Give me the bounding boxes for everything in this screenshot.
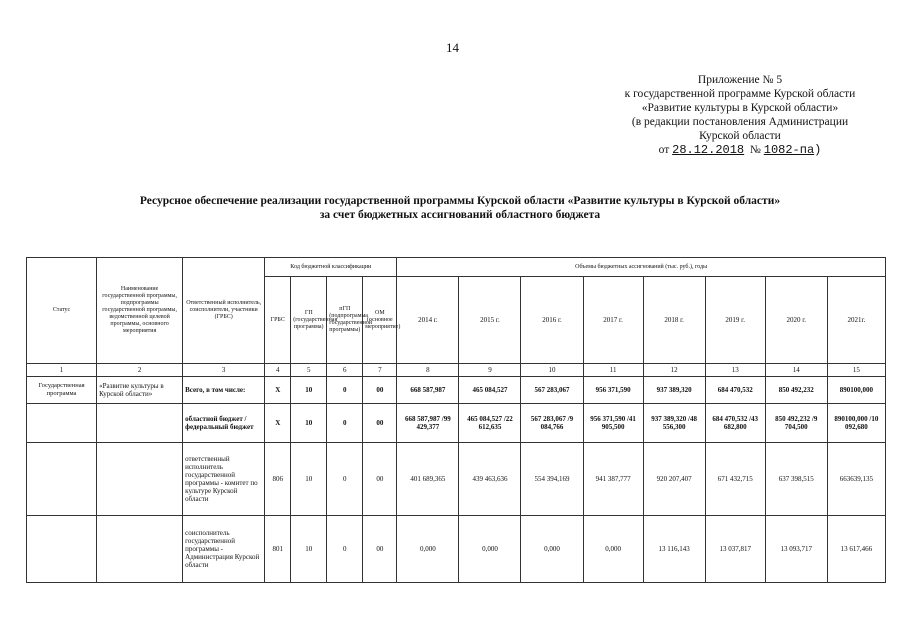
header-year: 2020 г. — [765, 277, 827, 364]
row-value: 668 587,987 — [397, 377, 459, 404]
row-grbs: 806 — [265, 443, 291, 516]
appendix-block — [600, 73, 880, 157]
row-grbs: X — [265, 377, 291, 404]
header-row-1 — [27, 258, 886, 277]
table-row — [27, 443, 886, 516]
col-number: 7 — [363, 364, 397, 377]
document-title — [60, 194, 860, 222]
row-value: 684 470,532 — [705, 377, 765, 404]
column-number-row — [27, 364, 886, 377]
row-om: 00 — [363, 516, 397, 583]
appendix-line5: Курской области — [699, 130, 781, 142]
header-code-group: Код бюджетной классификации — [265, 258, 397, 277]
row-pgp: 0 — [327, 377, 363, 404]
col-number: 5 — [291, 364, 327, 377]
row-grbs: 801 — [265, 516, 291, 583]
budget-table — [26, 257, 886, 583]
date-prefix: от — [658, 144, 670, 156]
table-row — [27, 404, 886, 443]
row-value: 920 207,407 — [643, 443, 705, 516]
header-om: ОМ (основное мероприятие) — [363, 277, 397, 364]
header-year: 2014 г. — [397, 277, 459, 364]
title-line2: за счет бюджетных ассигнований областного бюджета — [319, 209, 601, 221]
number-prefix: № — [749, 144, 761, 156]
row-value: 890100,000 — [827, 377, 885, 404]
row-value: 937 389,320 — [643, 377, 705, 404]
row-value: 13 037,817 — [705, 516, 765, 583]
row-value: 465 084,527 /22 612,635 — [459, 404, 521, 443]
row-executor: соисполнитель государственной программы - Администрация Курской области — [183, 516, 265, 583]
col-number: 10 — [521, 364, 583, 377]
row-value: 941 387,777 — [583, 443, 643, 516]
row-name — [97, 404, 183, 443]
row-name — [97, 516, 183, 583]
row-pgp: 0 — [327, 516, 363, 583]
row-value: 850 492,232 — [765, 377, 827, 404]
row-status — [27, 443, 97, 516]
row-name: «Развитие культуры в Курской области» — [97, 377, 183, 404]
row-value: 637 398,515 — [765, 443, 827, 516]
col-number: 6 — [327, 364, 363, 377]
row-value: 956 371,590 /41 905,500 — [583, 404, 643, 443]
title-line1: Ресурсное обеспечение реализации государственной программы Курской области «Развитие культуры в Курской области» — [139, 195, 781, 207]
col-number: 8 — [397, 364, 459, 377]
header-year: 2019 г. — [705, 277, 765, 364]
row-executor: областной бюджет /федеральный бюджет — [183, 404, 265, 443]
appendix-line1: Приложение № 5 — [697, 74, 783, 86]
row-status: Государственная программа — [27, 377, 97, 404]
row-om: 00 — [363, 443, 397, 516]
row-value: 554 394,169 — [521, 443, 583, 516]
row-value: 13 093,717 — [765, 516, 827, 583]
row-value: 13 617,466 — [827, 516, 885, 583]
appendix-line4: (в редакции постановления Администрации — [631, 116, 849, 128]
row-value: 684 470,532 /43 682,800 — [705, 404, 765, 443]
col-number: 11 — [583, 364, 643, 377]
col-number: 13 — [705, 364, 765, 377]
row-value: 0,000 — [459, 516, 521, 583]
row-executor: Всего, в том числе: — [183, 377, 265, 404]
row-value: 663639,135 — [827, 443, 885, 516]
row-value: 567 283,067 /9 084,766 — [521, 404, 583, 443]
col-number: 15 — [827, 364, 885, 377]
appendix-line3: «Развитие культуры в Курской области» — [641, 102, 839, 114]
col-number: 9 — [459, 364, 521, 377]
row-value: 671 432,715 — [705, 443, 765, 516]
row-value: 0,000 — [583, 516, 643, 583]
appendix-line2: к государственной программе Курской области — [624, 88, 856, 100]
row-value: 0,000 — [397, 516, 459, 583]
header-grbs: ГРБС — [265, 277, 291, 364]
col-number: 4 — [265, 364, 291, 377]
row-status — [27, 516, 97, 583]
row-value: 890100,000 /10 092,680 — [827, 404, 885, 443]
row-value: 439 463,636 — [459, 443, 521, 516]
header-executor: Ответственный исполнитель, соисполнители, участники (ГРБС) — [183, 258, 265, 364]
table-row — [27, 377, 886, 404]
page-number: 14 — [446, 40, 459, 55]
row-value: 465 084,527 — [459, 377, 521, 404]
row-status — [27, 404, 97, 443]
header-year: 2016 г. — [521, 277, 583, 364]
row-grbs: X — [265, 404, 291, 443]
row-gp: 10 — [291, 516, 327, 583]
decree-number: 1082-па — [763, 143, 815, 157]
decree-date: 28.12.2018 — [672, 143, 745, 157]
header-pgp: пГП (подпрограмма государственной программы) — [327, 277, 363, 364]
col-number: 3 — [183, 364, 265, 377]
col-number: 1 — [27, 364, 97, 377]
col-number: 12 — [643, 364, 705, 377]
row-value: 937 389,320 /48 556,300 — [643, 404, 705, 443]
col-number: 2 — [97, 364, 183, 377]
header-status: Статус — [27, 258, 97, 364]
header-year: 2015 г. — [459, 277, 521, 364]
row-value: 956 371,590 — [583, 377, 643, 404]
row-value: 13 116,143 — [643, 516, 705, 583]
header-year: 2018 г. — [643, 277, 705, 364]
header-year: 2021г. — [827, 277, 885, 364]
row-gp: 10 — [291, 404, 327, 443]
row-value: 567 283,067 — [521, 377, 583, 404]
col-number: 14 — [765, 364, 827, 377]
header-name: Наименование государственной программы, подпрограммы государственной программы, ведомственной целевой программы, основного мероприятия — [97, 258, 183, 364]
row-gp: 10 — [291, 377, 327, 404]
row-value: 0,000 — [521, 516, 583, 583]
row-executor: ответственный исполнитель государственной программы - комитет по культуре Курской области — [183, 443, 265, 516]
header-gp: ГП (государственная программа) — [291, 277, 327, 364]
row-gp: 10 — [291, 443, 327, 516]
header-year: 2017 г. — [583, 277, 643, 364]
table-row — [27, 516, 886, 583]
header-volume-group: Объемы бюджетных ассигнований (тыс. руб.), годы — [397, 258, 886, 277]
row-value: 401 689,365 — [397, 443, 459, 516]
appendix-date-line — [600, 143, 880, 157]
row-pgp: 0 — [327, 404, 363, 443]
row-value: 850 492,232 /9 704,500 — [765, 404, 827, 443]
row-om: 00 — [363, 404, 397, 443]
row-name — [97, 443, 183, 516]
close-paren: ) — [814, 143, 822, 157]
row-om: 00 — [363, 377, 397, 404]
row-value: 668 587,987 /99 429,377 — [397, 404, 459, 443]
row-pgp: 0 — [327, 443, 363, 516]
